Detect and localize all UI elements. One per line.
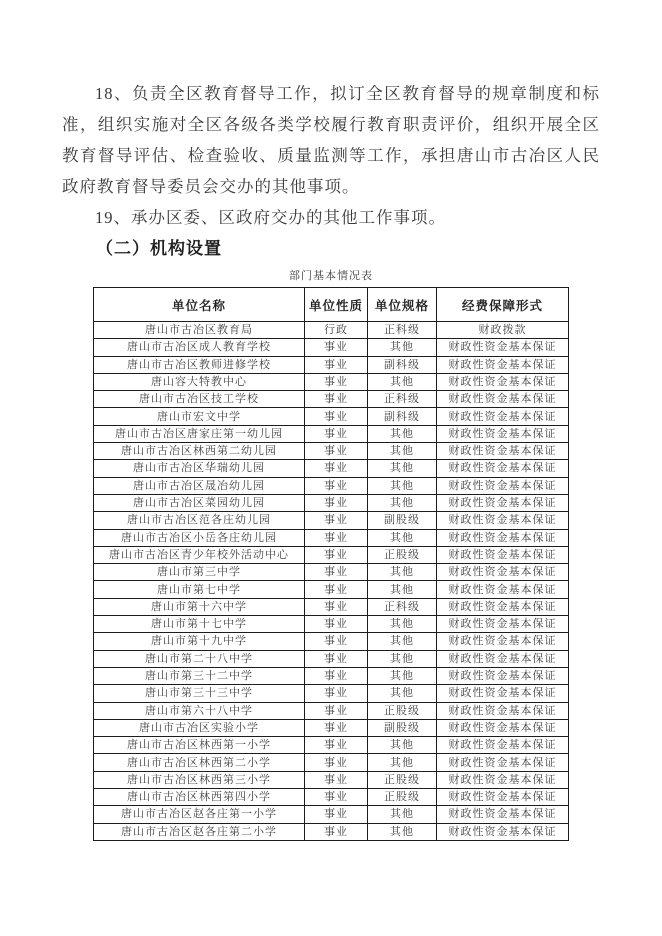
table-cell: 事业: [305, 737, 368, 754]
table-cell: 唐山市古冶区林西第二小学: [94, 754, 305, 771]
table-cell: 唐山市古冶区小岳各庄幼儿园: [94, 529, 305, 546]
table-row: [94, 529, 569, 546]
table-cell: 事业: [305, 633, 368, 650]
table-cell: 其他: [368, 339, 437, 356]
column-header-unit-grade: 单位规格: [368, 288, 437, 322]
table-cell: 唐山市古冶区林西第一小学: [94, 737, 305, 754]
column-header-unit-nature: 单位性质: [305, 288, 368, 322]
column-header-funding-form: 经费保障形式: [437, 288, 569, 322]
table-cell: 其他: [368, 667, 437, 684]
table-row: [94, 425, 569, 442]
table-row: [94, 546, 569, 563]
table-cell: 唐山市古冶区林西第二幼儿园: [94, 443, 305, 460]
table-cell: 财政性资金基本保证: [437, 737, 569, 754]
table-cell: 事业: [305, 650, 368, 667]
table-cell: 其他: [368, 564, 437, 581]
table-row: [94, 667, 569, 684]
table-cell: 唐山市古冶区晟冶幼儿园: [94, 477, 305, 494]
table-cell: 唐山市古冶区林西第四小学: [94, 789, 305, 806]
table-cell: 正科级: [368, 322, 437, 339]
table-cell: 财政性资金基本保证: [437, 702, 569, 719]
table-cell: 财政性资金基本保证: [437, 339, 569, 356]
column-header-unit-name: 单位名称: [94, 288, 305, 322]
table-row: [94, 719, 569, 736]
table-row: [94, 512, 569, 529]
table-cell: 唐山市古冶区实验小学: [94, 719, 305, 736]
table-cell: 事业: [305, 373, 368, 390]
table-cell: 财政性资金基本保证: [437, 633, 569, 650]
table-cell: 事业: [305, 356, 368, 373]
table-cell: 事业: [305, 685, 368, 702]
table-cell: 财政性资金基本保证: [437, 443, 569, 460]
table-cell: 财政性资金基本保证: [437, 598, 569, 615]
table-row: [94, 633, 569, 650]
table-cell: 事业: [305, 512, 368, 529]
table-cell: 行政: [305, 322, 368, 339]
table-cell: 正科级: [368, 391, 437, 408]
table-cell: 事业: [305, 616, 368, 633]
table-cell: 其他: [368, 806, 437, 823]
table-caption: 部门基本情况表: [289, 270, 373, 282]
table-cell: 唐山市第三中学: [94, 564, 305, 581]
table-cell: 唐山市第三十三中学: [94, 685, 305, 702]
table-cell: 唐山市古冶区教师进修学校: [94, 356, 305, 373]
table-cell: 其他: [368, 477, 437, 494]
table-cell: 财政性资金基本保证: [437, 460, 569, 477]
table-cell: 财政性资金基本保证: [437, 512, 569, 529]
table-cell: 财政性资金基本保证: [437, 581, 569, 598]
table-cell: 财政性资金基本保证: [437, 771, 569, 788]
table-cell: 其他: [368, 373, 437, 390]
table-cell: 其他: [368, 633, 437, 650]
table-cell: 唐山容大特教中心: [94, 373, 305, 390]
table-cell: 财政性资金基本保证: [437, 667, 569, 684]
table-cell: 其他: [368, 581, 437, 598]
table-row: [94, 322, 569, 339]
table-cell: 其他: [368, 685, 437, 702]
table-row: [94, 616, 569, 633]
table-cell: 唐山市第十六中学: [94, 598, 305, 615]
table-cell: 唐山市古冶区赵各庄第一小学: [94, 806, 305, 823]
table-row: [94, 408, 569, 425]
table-cell: 财政性资金基本保证: [437, 477, 569, 494]
table-cell: 财政性资金基本保证: [437, 823, 569, 840]
table-row: [94, 373, 569, 390]
table-cell: 事业: [305, 460, 368, 477]
table-cell: 其他: [368, 754, 437, 771]
table-cell: 唐山市古冶区赵各庄第二小学: [94, 823, 305, 840]
table-row: [94, 564, 569, 581]
table-cell: 唐山市宏文中学: [94, 408, 305, 425]
table-row: [94, 598, 569, 615]
table-cell: 唐山市第十九中学: [94, 633, 305, 650]
table-cell: 副科级: [368, 408, 437, 425]
table-cell: 事业: [305, 823, 368, 840]
table-row: [94, 650, 569, 667]
table-cell: 其他: [368, 460, 437, 477]
paragraph-18: 18、负责全区教育督导工作，拟订全区教育督导的规章制度和标准，组织实施对全区各级各类学校履行教育职责评价，组织开展全区教育督导评估、检查验收、质量监测等工作，承担唐山市古冶区人民政府教育督导委员会交办的其他事项。: [62, 84, 600, 196]
table-cell: 其他: [368, 529, 437, 546]
table-row: [94, 823, 569, 840]
table-cell: 财政性资金基本保证: [437, 719, 569, 736]
table-cell: 事业: [305, 754, 368, 771]
table-cell: 事业: [305, 425, 368, 442]
table-row: [94, 460, 569, 477]
table-row: [94, 339, 569, 356]
table-header-row: [94, 288, 569, 322]
table-cell: 事业: [305, 391, 368, 408]
paragraph-19: 19、承办区委、区政府交办的其他工作事项。: [95, 208, 446, 227]
table-cell: 唐山市古冶区林西第三小学: [94, 771, 305, 788]
table-cell: 唐山市第六十八中学: [94, 702, 305, 719]
table-cell: 财政性资金基本保证: [437, 408, 569, 425]
table-row: [94, 754, 569, 771]
table-cell: 唐山市古冶区技工学校: [94, 391, 305, 408]
table-cell: 其他: [368, 650, 437, 667]
table-cell: 副股级: [368, 512, 437, 529]
table-cell: 事业: [305, 494, 368, 511]
section-heading: （二）机构设置: [96, 239, 222, 258]
table-row: [94, 789, 569, 806]
table-cell: 事业: [305, 408, 368, 425]
table-cell: 唐山市第十七中学: [94, 616, 305, 633]
table-cell: 财政性资金基本保证: [437, 789, 569, 806]
table-cell: 事业: [305, 529, 368, 546]
table-cell: 事业: [305, 719, 368, 736]
table-cell: 唐山市古冶区范各庄幼儿园: [94, 512, 305, 529]
table-cell: 其他: [368, 737, 437, 754]
table-row: [94, 356, 569, 373]
table-row: [94, 702, 569, 719]
table-cell: 事业: [305, 771, 368, 788]
table-cell: 正股级: [368, 771, 437, 788]
table-cell: 财政性资金基本保证: [437, 546, 569, 563]
table-cell: 事业: [305, 339, 368, 356]
table-cell: 事业: [305, 581, 368, 598]
table-cell: 财政性资金基本保证: [437, 391, 569, 408]
table-cell: 唐山市古冶区华瑞幼儿园: [94, 460, 305, 477]
table-cell: 财政性资金基本保证: [437, 529, 569, 546]
table-row: [94, 391, 569, 408]
table-header: [94, 288, 569, 322]
table-cell: 唐山市古冶区唐家庄第一幼儿园: [94, 425, 305, 442]
table-cell: 事业: [305, 564, 368, 581]
table-cell: 其他: [368, 494, 437, 511]
table-cell: 唐山市第二十八中学: [94, 650, 305, 667]
table-cell: 财政性资金基本保证: [437, 425, 569, 442]
table-cell: 财政性资金基本保证: [437, 564, 569, 581]
table-cell: 副股级: [368, 719, 437, 736]
table-cell: 财政性资金基本保证: [437, 754, 569, 771]
table-row: [94, 443, 569, 460]
table-row: [94, 494, 569, 511]
table-row: [94, 581, 569, 598]
table-cell: 事业: [305, 789, 368, 806]
table-cell: 其他: [368, 616, 437, 633]
table-cell: 正科级: [368, 598, 437, 615]
table-row: [94, 477, 569, 494]
table-cell: 唐山市古冶区青少年校外活动中心: [94, 546, 305, 563]
table-cell: 事业: [305, 806, 368, 823]
table-cell: 事业: [305, 546, 368, 563]
table-cell: 财政性资金基本保证: [437, 806, 569, 823]
table-cell: 事业: [305, 598, 368, 615]
table-cell: 唐山市第七中学: [94, 581, 305, 598]
table-body: [94, 322, 569, 841]
table-cell: 财政性资金基本保证: [437, 356, 569, 373]
table-cell: 事业: [305, 702, 368, 719]
table-cell: 正股级: [368, 702, 437, 719]
table-row: [94, 806, 569, 823]
org-info-table: [93, 287, 569, 841]
table-cell: 唐山市古冶区教育局: [94, 322, 305, 339]
table-row: [94, 737, 569, 754]
table-cell: 财政性资金基本保证: [437, 616, 569, 633]
table-cell: 财政性资金基本保证: [437, 650, 569, 667]
table-cell: 唐山市第三十二中学: [94, 667, 305, 684]
table-cell: 正股级: [368, 789, 437, 806]
table-cell: 其他: [368, 425, 437, 442]
table-cell: 财政性资金基本保证: [437, 373, 569, 390]
table-row: [94, 685, 569, 702]
table-cell: 副科级: [368, 356, 437, 373]
table-cell: 事业: [305, 443, 368, 460]
table-cell: 其他: [368, 443, 437, 460]
table-cell: 其他: [368, 823, 437, 840]
table-cell: 唐山市古冶区菜园幼儿园: [94, 494, 305, 511]
table-cell: 事业: [305, 667, 368, 684]
table-row: [94, 771, 569, 788]
table-cell: 正股级: [368, 546, 437, 563]
table-cell: 事业: [305, 477, 368, 494]
table-cell: 财政性资金基本保证: [437, 494, 569, 511]
table-cell: 财政性资金基本保证: [437, 685, 569, 702]
table-cell: 财政拨款: [437, 322, 569, 339]
table-cell: 唐山市古冶区成人教育学校: [94, 339, 305, 356]
